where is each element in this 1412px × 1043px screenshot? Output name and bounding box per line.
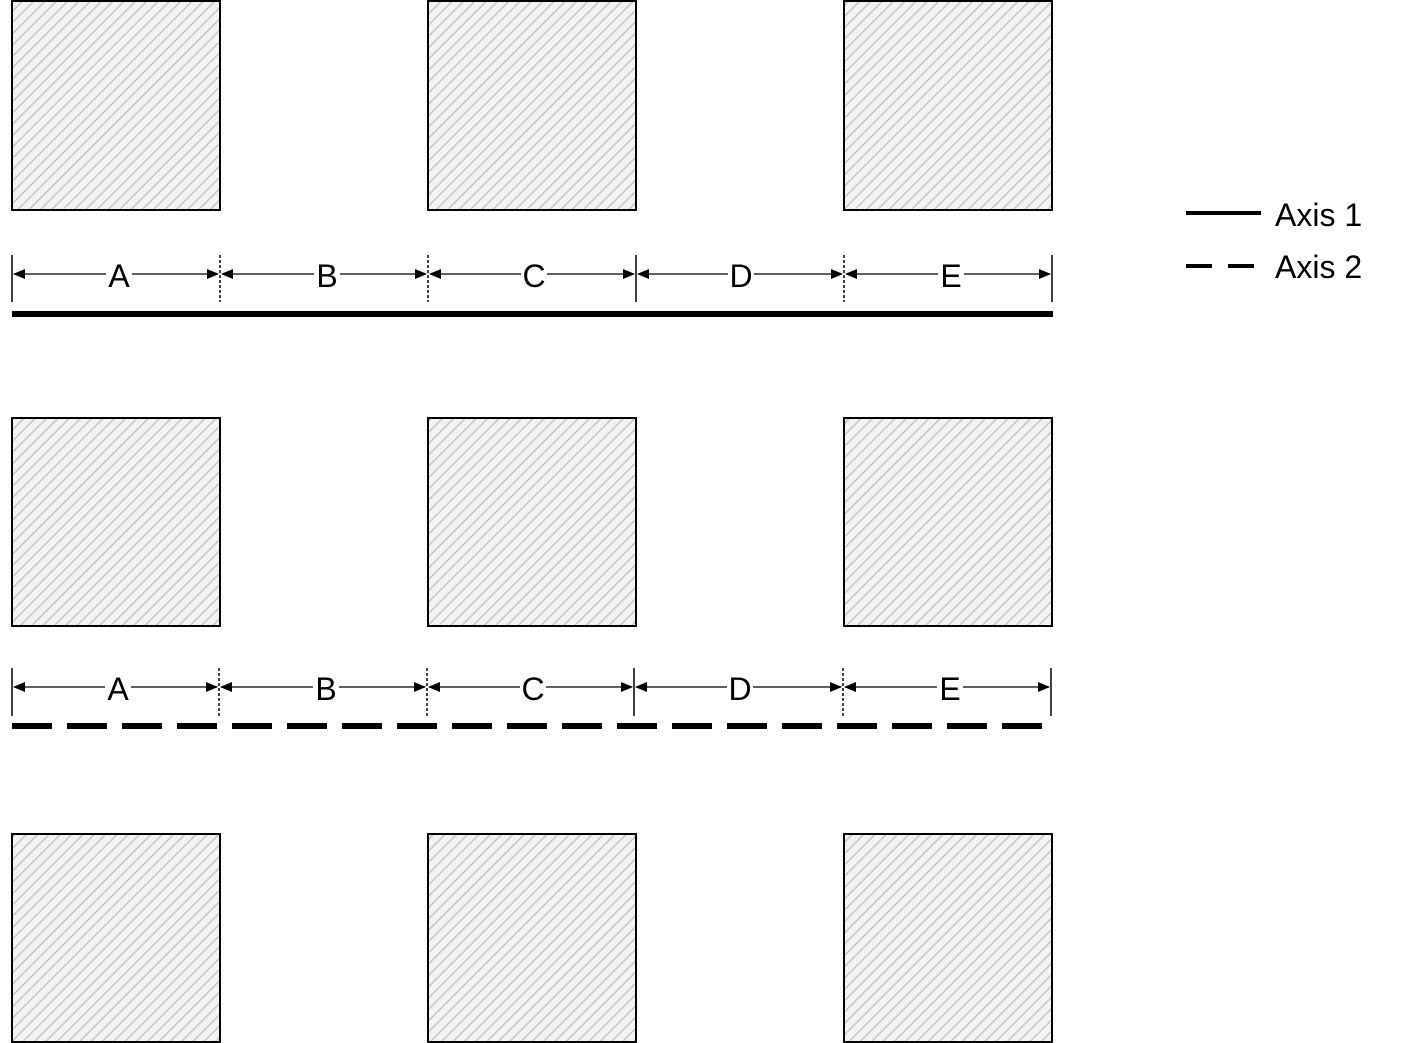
segment-label-c: C	[521, 671, 545, 707]
dimension-row-axis1	[12, 255, 1052, 302]
segment-label-e: E	[939, 671, 961, 707]
segment-label-a: A	[107, 671, 129, 707]
segment-label-b: B	[315, 671, 337, 707]
column-block	[844, 418, 1052, 626]
legend	[1186, 197, 1362, 285]
column-block	[428, 418, 636, 626]
column-block	[12, 834, 220, 1042]
segment-label-e: E	[940, 258, 962, 294]
segment-label-d: D	[729, 258, 753, 294]
segment-label-d: D	[728, 671, 752, 707]
column-block	[844, 1, 1052, 210]
dimension-row-axis2	[12, 668, 1051, 716]
segment-label-a: A	[108, 258, 130, 294]
column-block	[12, 1, 220, 210]
segment-label-c: C	[522, 258, 546, 294]
column-block	[844, 834, 1052, 1042]
segment-label-b: B	[316, 258, 338, 294]
column-block	[428, 1, 636, 210]
legend-axis1-label: Axis 1	[1275, 197, 1363, 233]
legend-axis2-label: Axis 2	[1275, 249, 1363, 285]
column-block	[12, 418, 220, 626]
column-block	[428, 834, 636, 1042]
